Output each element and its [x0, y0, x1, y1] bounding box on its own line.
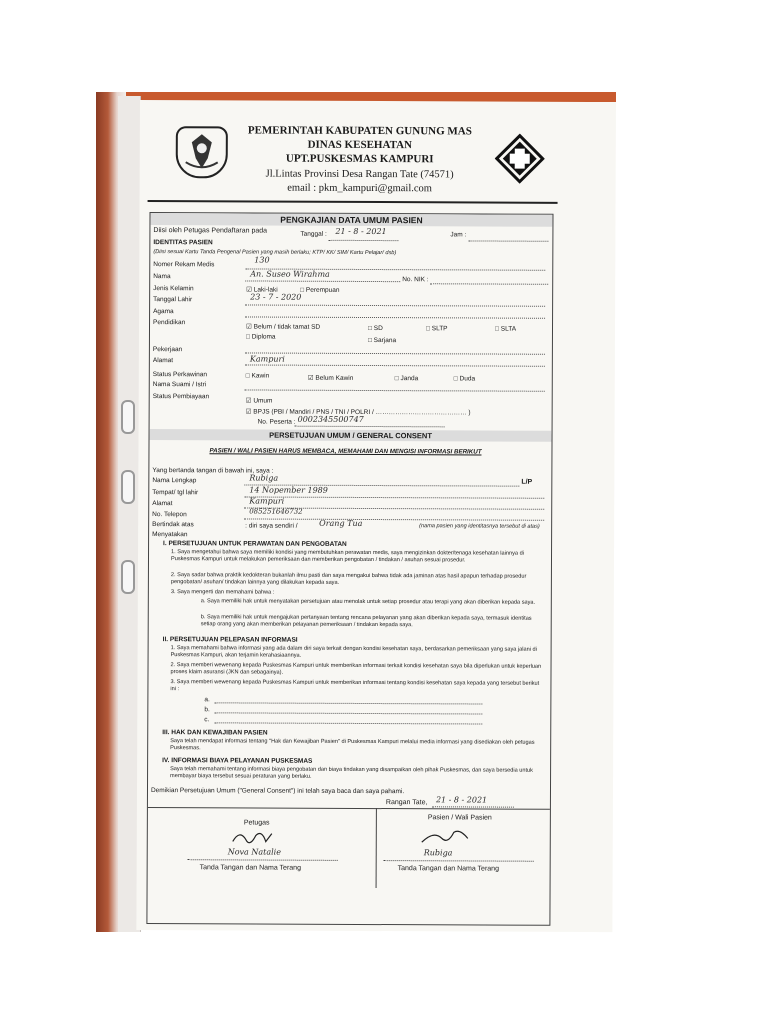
guardian-name: Rubiga: [423, 848, 453, 858]
section-1-item-3b: b. Saya memiliki hak untuk mengajukan pertanyaan tentang rencana pelayanan yang akan diberikan kepada saya, termasuk identitas setiap orang yang akan memberikan pelayanan pemeriksaan / tindakan kepada saya.: [200, 614, 532, 629]
phone-label: No. Telepon: [152, 511, 187, 519]
payment-option-umum[interactable]: ☑ Umum: [245, 397, 273, 405]
guardian-name-value: Rubiga: [249, 473, 279, 483]
header-address: Jl.Lintas Provinsi Desa Rangan Tate (74571): [265, 168, 454, 181]
header-divider: [148, 200, 558, 204]
header-government: PEMERINTAH KABUPATEN GUNUNG MAS: [247, 124, 472, 138]
place-date-label: Rangan Tate,: [385, 799, 428, 807]
recipient-c-line: [214, 722, 482, 724]
gender-label: Jenis Kelamin: [153, 285, 194, 293]
place-date-value: 21 - 8 - 2021: [435, 795, 488, 805]
binder-clip: [121, 560, 135, 594]
section-1-item-3: 3. Saya mengerti dan memahami bahwa :: [170, 589, 275, 596]
filled-by-label: Diisi oleh Petugas Pendaftaran pada: [153, 227, 268, 235]
education-option-text: Sarjana: [373, 337, 397, 345]
address-value: Kampuri: [249, 354, 285, 364]
member-number-label: No. Peserta :: [257, 418, 296, 426]
education-option-sd[interactable]: □ SD: [367, 324, 383, 333]
declare-label: Menyatakan: [152, 531, 188, 539]
birth-place-value: 14 Nopember 1989: [249, 485, 328, 495]
nik-line: [430, 283, 548, 285]
education-option-text: SLTP: [431, 325, 448, 333]
education-option-sarjana[interactable]: □ Sarjana: [367, 336, 397, 345]
education-option-text: SLTA: [500, 325, 517, 333]
header-email: email : pkm_kampuri@gmail.com: [287, 182, 432, 195]
section-1-item-3a: a. Saya memiliki hak untuk menyatakan persetujuan atau menolak untuk setiap prosedur atau terapi yang akan diberikan kepada saya.: [200, 598, 536, 606]
section-2-item-1: 1. Saya memahami bahwa informasi yang ada dalam diri saya terkait dengan kondisi kesehatan saya, berdasarkan pemeriksaan yang saya jalani di Puskesmas Kampuri, akan terjamin kerahasiaannya.: [170, 645, 537, 659]
header-department: DINAS KESEHATAN: [307, 138, 413, 152]
section-4-title: IV. INFORMASI BIAYA PELAYANAN PUSKESMAS: [162, 757, 313, 765]
education-option-text: SD: [373, 325, 383, 333]
marital-option-kawin[interactable]: □ Kawin: [245, 372, 270, 380]
guardian-address-label: Alamat: [152, 500, 173, 508]
payment-option-text: Umum: [253, 397, 273, 405]
payment-option-text: BPJS (PBI / Mandiri / PNS / TNI / POLRI /: [253, 408, 374, 417]
marital-option-text: Janda: [400, 375, 419, 383]
medical-record-label: Nomer Rekam Medis: [153, 261, 215, 269]
identity-heading: IDENTITAS PASIEN: [153, 239, 213, 247]
education-option-sltp[interactable]: □ SLTP: [425, 325, 448, 333]
time-line: [468, 240, 548, 241]
signature-column-divider: [376, 808, 377, 888]
marital-option-janda[interactable]: □ Janda: [394, 375, 419, 383]
date-value: 21 - 8 - 2021: [335, 226, 387, 237]
recipient-b-line: [214, 712, 482, 714]
gender-female-text: Perempuan: [305, 286, 340, 294]
address-line: [245, 364, 545, 366]
birthdate-label: Tanggal Lahir: [153, 296, 193, 304]
guardian-signature: [418, 826, 478, 848]
marital-option-duda[interactable]: □ Duda: [453, 375, 476, 383]
marital-option-text: Belum Kawin: [315, 374, 354, 382]
guardian-label: Pasien / Wali Pasien: [427, 814, 492, 822]
section-3-title: III. HAK DAN KEWAJIBAN PASIEN: [162, 729, 268, 737]
recipient-b-label: b.: [204, 706, 210, 714]
section-1-item-1: 1. Saya mengetahui bahwa saya memiliki kondisi yang membutuhkan perawatan medis, saya mengizinkan dokter/tenaga kesehatan lainnya di Puskesmas Kampuri untuk melakukan pemeriksaan dan memberikan pengobatan / tindakan / asuhan sesuai prosedur.: [170, 549, 524, 564]
date-label: Tanggal :: [300, 230, 327, 238]
member-number-value: 0002345500747: [297, 414, 364, 424]
marital-status-label: Status Perkawinan: [152, 371, 208, 379]
guardian-signature-caption: Tanda Tangan dan Nama Terang: [397, 865, 499, 873]
consent-title: PERSETUJUAN UMUM / GENERAL CONSENT: [150, 429, 552, 442]
name-value: An. Suseo Wirahma: [250, 269, 330, 279]
nik-label: No. NIK :: [402, 276, 429, 284]
gender-mark: L/P: [521, 478, 533, 486]
binder-clip: [121, 400, 135, 434]
section-3-text: Saya telah mendapat informasi tentang "Hak dan Kewajiban Pasien" di Puskesmas Kampuri melalui media informasi yang disediakan oleh petugas Puskesmas.: [170, 738, 535, 752]
gender-female-option[interactable]: □ Perempuan: [300, 286, 340, 294]
date-line: [328, 240, 398, 241]
religion-line: [245, 316, 545, 318]
guardian-signature-line: [384, 860, 534, 862]
spouse-label: Nama Suami / Istri: [152, 381, 207, 389]
officer-label: Petugas: [243, 819, 270, 827]
form-page: [136, 100, 616, 932]
time-label: Jam :: [450, 231, 467, 239]
marital-option-belum-kawin[interactable]: ☑ Belum Kawin: [307, 374, 354, 382]
consent-intro: Yang bertanda tangan di bawah ini, saya :: [152, 467, 274, 475]
health-ministry-logo: [495, 134, 545, 184]
form-title: PENGKAJIAN DATA UMUM PASIEN: [150, 213, 552, 227]
acting-on-behalf-text: : diri saya sendiri /: [245, 522, 298, 530]
header-clinic: UPT.PUSKESMAS KAMPURI: [285, 152, 434, 166]
spouse-line: [245, 389, 545, 391]
binder-clip: [121, 470, 135, 504]
identity-note: (Diisi sesuai Kartu Tanda Pengenal Pasien yang masih berlaku; KTP/ KK/ SIM/ Kartu Pelajar/ dsb): [153, 249, 397, 257]
marital-option-text: Kawin: [251, 372, 270, 380]
regency-seal-logo: [176, 126, 228, 178]
name-label: Nama: [153, 273, 171, 281]
form-box: [146, 212, 553, 926]
officer-signature-caption: Tanda Tangan dan Nama Terang: [199, 864, 301, 872]
officer-signature-line: [188, 859, 338, 861]
recipient-a-line: [214, 702, 482, 704]
officer-name: Nova Natalie: [227, 847, 282, 857]
officer-signature: [228, 827, 288, 849]
occupation-label: Pekerjaan: [152, 346, 183, 354]
education-label: Pendidikan: [153, 319, 186, 327]
education-option-text: Diploma: [251, 333, 276, 341]
birthdate-line: [245, 304, 545, 306]
section-2-title: II. PERSETUJUAN PELEPASAN INFORMASI: [162, 636, 298, 644]
marital-option-text: Duda: [459, 375, 476, 383]
acting-on-behalf-label: Bertindak atas: [152, 521, 194, 529]
medical-record-value: 130: [254, 255, 270, 265]
section-1-item-2: 2. Saya sadar bahwa praktik kedokteran bukanlah ilmu pasti dan saya mengakui bahwa tidak ada jaminan atas hasil apapun terhadap prosedur pengobatan/ asuhan/ tindakan lainnya yang dilakukan kepada saya.: [170, 572, 527, 587]
guardian-address-value: Kampuri: [249, 496, 285, 506]
education-option-diploma[interactable]: □ Diploma: [245, 333, 276, 341]
acting-on-behalf-note: (nama pasien yang identitasnya tersebut di atas): [419, 523, 540, 530]
gender-male-text: Laki-laki: [253, 286, 278, 294]
consent-subtitle: PASIEN / WALI PASIEN HARUS MEMBACA, MEMAHAMI DAN MENGISI INFORMASI BERIKUT: [209, 447, 482, 456]
religion-label: Agama: [153, 308, 174, 316]
section-1-title: I. PERSETUJUAN UNTUK PERAWATAN DAN PENGOBATAN: [163, 540, 347, 548]
birth-place-line: [244, 496, 544, 498]
acting-on-behalf-value: Orang Tua: [319, 518, 363, 528]
payment-label: Status Pembiayaan: [152, 393, 210, 401]
phone-line: [244, 518, 544, 520]
occupation-line: [245, 352, 545, 354]
member-number-line: [295, 426, 445, 428]
birthdate-value: 23 - 7 - 2020: [250, 292, 302, 302]
phone-value: 085251646732: [249, 507, 303, 516]
education-option-belum[interactable]: ☑ Belum / tidak tamat SD: [245, 323, 321, 331]
payment-option-bpjs[interactable]: ☑ BPJS (PBI / Mandiri / PNS / TNI / POLRI / …………………………………… ): [245, 408, 471, 417]
gender-male-option[interactable]: ☑ Laki-laki: [246, 286, 278, 294]
education-option-text: Belum / tidak tamat SD: [253, 323, 321, 331]
recipient-a-label: a.: [204, 696, 210, 704]
birth-place-label: Tempat/ tgl lahir: [152, 489, 199, 497]
section-2-item-2: 2. Saya memberi wewenang kepada Puskesmas Kampuri untuk memberikan informasi terkait kondisi kesehatan saya bila diperlukan untuk keperluan proses klaim asuransi (JKN dan sebagainya).: [170, 662, 542, 676]
name-line: [245, 280, 400, 282]
guardian-name-label: Nama Lengkap: [152, 477, 197, 485]
education-option-slta[interactable]: □ SLTA: [494, 325, 517, 333]
section-4-text: Saya telah memahami tentang informasi biaya pengobatan dan biaya tindakan yang disampaikan oleh pihak Puskesmas, dan saya bersedia untuk membayar biaya tersebut sesuai peraturan yang berlaku.: [170, 766, 533, 780]
address-label: Alamat: [152, 357, 174, 365]
recipient-c-label: c.: [204, 716, 210, 724]
closing-statement: Demikian Persetujuan Umum ("General Consent") ini telah saya baca dan saya pahami.: [150, 787, 405, 796]
section-2-item-3: 3. Saya memberi wewenang kepada Puskesmas Kampuri untuk memberikan informasi tentang kondisi kesehatan saya kepada yang tersebut berikut ini :: [170, 679, 540, 693]
